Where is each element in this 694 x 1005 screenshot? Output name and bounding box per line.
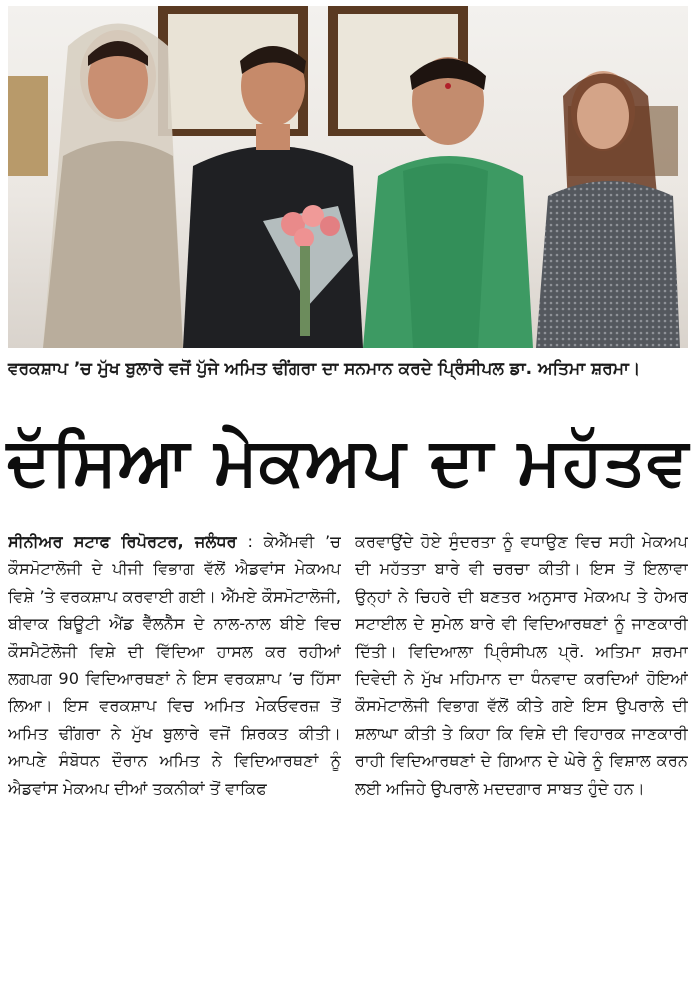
article-text-part-1: : ਕੇਐੱਮਵੀ ’ਚ ਕੌਸਮੋਟਾਲੋਜੀ ਦੇ ਪੀਜੀ ਵਿਭਾਗ ਵੱਲੋਂ ਐਡਵਾਂਸ ਮੇਕਅਪ ਵਿਸ਼ੇ ’ਤੇ ਵਰਕਸ਼ਾਪ ਕਰਵਾਈ ਗਈ। ਐੱਮਏ ਕੌਸਮੋਟਾਲੋਜੀ, ਬੀਵਾਕ ਬਿਊਟੀ ਐਂਡ ਵੈੱਲਨੈੱਸ ਦੇ ਨਾਲ-ਨਾਲ ਬੀਏ ਵਿਚ ਕੌਸਮੈਟੋਲੋਜੀ ਵਿਸ਼ੇ ਦੀ ਵਿੱਦਿਆ ਹਾਸਲ ਕਰ ਰਹੀਆਂ ਲਗਪਗ 90 ਵਿਦਿਆਰਥਣਾਂ ਨੇ ਇਸ ਵਰਕਸ਼ਾਪ ’ਚ ਹਿੱਸਾ ਲਿਆ। ਇਸ ਵਰਕਸ਼ਾਪ ਵਿਚ ਅਮਿਤ ਮੇਕਓਵਰਜ਼ ਤੋਂ ਅਮਿਤ ਢੀਂਗਰਾ ਨੇ ਮੁੱਖ ਬੁਲਾਰੇ ਵਜੋਂ ਸ਼ਿਰਕਤ ਕੀਤੀ। ਆਪਣੇ ਸੰਬੋਧਨ ਦੌਰਾਨ ਅਮਿਤ ਨੇ ਵਿਦਿਆਰਥਣਾਂ ਨੂੰ ਐਡਵਾਂਸ ਮੇਕਅਪ ਦੀਆਂ ਤਕਨੀਕਾਂ ਤੋਂ ਵਾਕਿਫ: [8, 532, 341, 798]
article-column-1: [8, 528, 341, 998]
photo-caption: ਵਰਕਸ਼ਾਪ ’ਚ ਮੁੱਖ ਬੁਲਾਰੇ ਵਜੋਂ ਪੁੱਜੇ ਅਮਿਤ ਢੀਂਗਰਾ ਦਾ ਸਨਮਾਨ ਕਰਦੇ ਪ੍ਰਿੰਸੀਪਲ ਡਾ. ਅਤਿਮਾ ਸ਼ਰਮਾ।: [8, 359, 641, 379]
article-body: [8, 528, 688, 998]
news-photo: [8, 6, 688, 348]
byline: ਸੀਨੀਅਰ ਸਟਾਫ ਰਿਪੋਰਟਰ, ਜਲੰਧਰ: [8, 532, 237, 551]
headline: ਦੱਸਿਆ ਮੇਕਅਪ ਦਾ ਮਹੱਤਵ: [6, 422, 690, 500]
group-photo-icon: [8, 6, 688, 348]
article-text-part-2: ਕਰਵਾਉਂਦੇ ਹੋਏ ਸੁੰਦਰਤਾ ਨੂੰ ਵਧਾਉਣ ਵਿਚ ਸਹੀ ਮੇਕਅਪ ਦੀ ਮਹੱਤਤਾ ਬਾਰੇ ਵੀ ਚਰਚਾ ਕੀਤੀ। ਇਸ ਤੋਂ ਇਲਾਵਾ ਉਨ੍ਹਾਂ ਨੇ ਚਿਹਰੇ ਦੀ ਬਣਤਰ ਅਨੁਸਾਰ ਮੇਕਅਪ ਤੇ ਹੇਅਰ ਸਟਾਈਲ ਦੇ ਸੁਮੇਲ ਬਾਰੇ ਵੀ ਵਿਦਿਆਰਥਣਾਂ ਨੂੰ ਜਾਣਕਾਰੀ ਦਿੱਤੀ। ਵਿਦਿਆਲਾ ਪ੍ਰਿੰਸੀਪਲ ਪ੍ਰੋ. ਅਤਿਮਾ ਸ਼ਰਮਾ ਦਿਵੇਦੀ ਨੇ ਮੁੱਖ ਮਹਿਮਾਨ ਦਾ ਧੰਨਵਾਦ ਕਰਦਿਆਂ ਹੋਇਆਂ ਕੌਸਮੋਟਾਲੋਜੀ ਵਿਭਾਗ ਵੱਲੋਂ ਕੀਤੇ ਗਏ ਇਸ ਉਪਰਾਲੇ ਦੀ ਸ਼ਲਾਘਾ ਕੀਤੀ ਤੇ ਕਿਹਾ ਕਿ ਵਿਸ਼ੇ ਦੀ ਵਿਹਾਰਕ ਜਾਣਕਾਰੀ ਰਾਹੀ ਵਿਦਿਆਰਥਣਾਂ ਦੇ ਗਿਆਨ ਦੇ ਘੇਰੇ ਨੂੰ ਵਿਸ਼ਾਲ ਕਰਨ ਲਈ ਅਜਿਹੇ ਉਪਰਾਲੇ ਮਦਦਗਾਰ ਸਾਬਤ ਹੁੰਦੇ ਹਨ।: [355, 532, 688, 798]
article-column-2: [355, 528, 688, 998]
